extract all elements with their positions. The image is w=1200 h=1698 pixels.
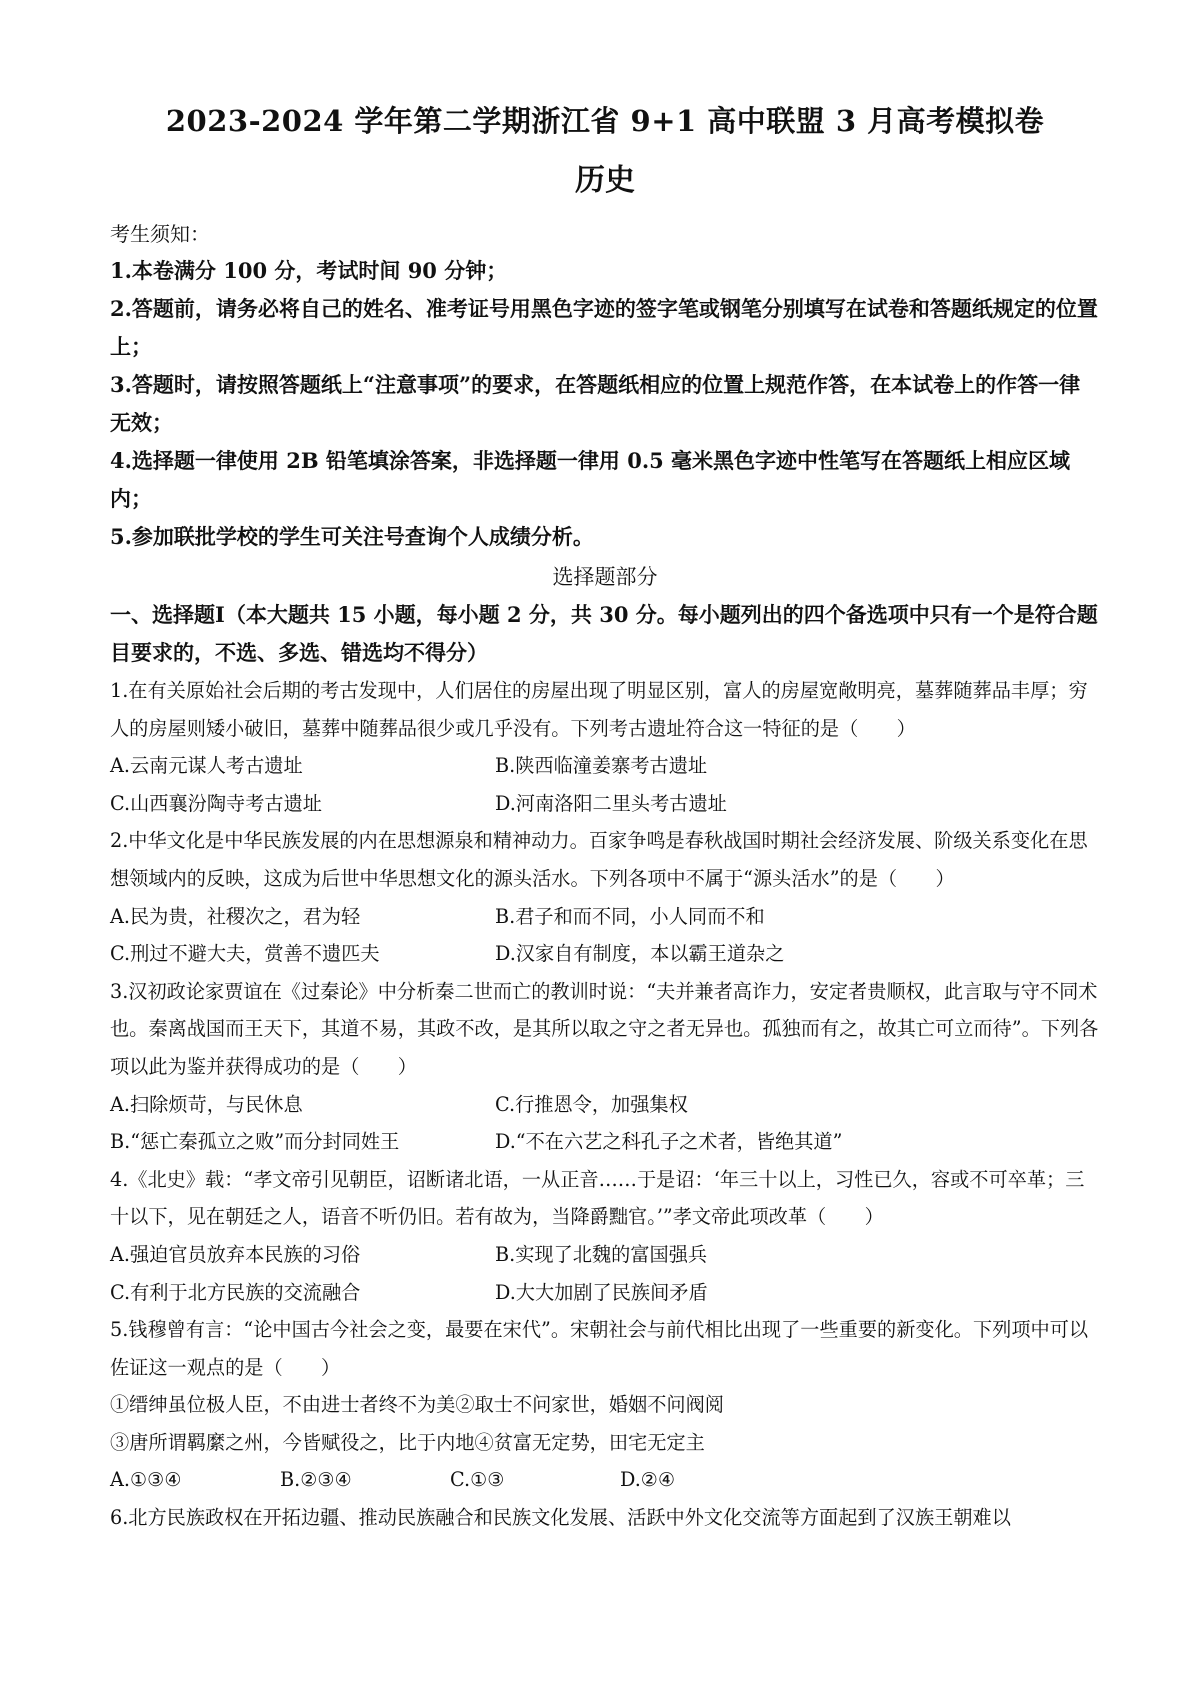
exam-title: 2023-2024 学年第二学期浙江省 9+1 高中联盟 3 月高考模拟卷: [165, 104, 1045, 138]
option-d: D.大大加剧了民族间矛盾: [495, 1280, 708, 1304]
question-options: [110, 785, 1100, 823]
question-options: [110, 898, 1100, 936]
notice-heading: 考生须知：: [110, 222, 210, 246]
section-heading: 一、选择题Ⅰ（本大题共 15 小题，每小题 2 分，共 30 分。每小题列出的四个备选项中只有一个是符合题目要求的，不选、多选、错选均不得分）: [110, 602, 1098, 665]
option-a: A.云南元谋人考古遗址: [110, 754, 303, 778]
question-options: [110, 935, 1100, 973]
option-d: D.②④: [620, 1468, 676, 1492]
option-b: B.实现了北魏的富国强兵: [495, 1242, 708, 1266]
option-c: C.山西襄汾陶寺考古遗址: [110, 791, 322, 815]
notice-item: 4.选择题一律使用 2B 铅笔填涂答案，非选择题一律用 0.5 毫米黑色字迹中性笔写在答题纸上相应区域内；: [110, 448, 1071, 511]
part-title: 选择题部分: [552, 565, 658, 589]
option-d: D.汉家自有制度，本以霸王道杂之: [495, 942, 785, 966]
question-stem: 5.钱穆曾有言：“论中国古今社会之变，最要在宋代”。宋朝社会与前代相比出现了一些重要的新变化。下列项中可以佐证这一观点的是（ ）: [110, 1318, 1089, 1379]
question-options: [110, 1086, 1100, 1124]
exam-notice: [110, 216, 1100, 556]
question-stem: 2.中华文化是中华民族发展的内在思想源泉和精神动力。百家争鸣是春秋战国时期社会经济发展、阶级关系变化在思想领域内的反映，这成为后世中华思想文化的源头活水。下列各项中不属于“源头活水”的是（ ）: [110, 829, 1088, 890]
question-options: [110, 1274, 1100, 1312]
notice-item: 1.本卷满分 100 分，考试时间 90 分钟；: [110, 258, 508, 283]
option-d: D.河南洛阳二里头考古遗址: [495, 791, 727, 815]
question-statement: ③唐所谓羁縻之州，今皆赋役之，比于内地④贫富无定势，田宅无定主: [110, 1430, 705, 1454]
question-options: [110, 1123, 1100, 1161]
option-c: C.①③: [450, 1468, 505, 1492]
question-options: [110, 1236, 1100, 1274]
option-c: C.有利于北方民族的交流融合: [110, 1280, 361, 1304]
option-a: A.扫除烦苛，与民休息: [110, 1092, 303, 1116]
option-b: B.“惩亡秦孤立之败”而分封同姓王: [110, 1130, 400, 1154]
exam-subject: 历史: [575, 163, 635, 198]
question-stem: 6.北方民族政权在开拓边疆、推动民族融合和民族文化发展、活跃中外文化交流等方面起到了汉族王朝难以: [110, 1506, 1011, 1530]
question-stem: 4.《北史》载：“孝文帝引见朝臣，诏断诸北语，一从正音……于是诏：‘年三十以上，习性已久，容或不可卒革；三十以下，见在朝廷之人，语音不听仍旧。若有故为，当降爵黜官。’”孝文帝此项改革（ ）: [110, 1167, 1085, 1229]
question-stem: 1.在有关原始社会后期的考古发现中，人们居住的房屋出现了明显区别，富人的房屋宽敞明亮，墓葬随葬品丰厚；穷人的房屋则矮小破旧，墓葬中随葬品很少或几乎没有。下列考古遗址符合这一特征的是（ ）: [110, 679, 1088, 740]
notice-item: 5.参加联批学校的学生可关注号查询个人成绩分析。: [110, 524, 594, 549]
option-a: A.民为贵，社稷次之，君为轻: [110, 904, 361, 928]
option-d: D.“不在六艺之科孔子之术者，皆绝其道”: [495, 1130, 843, 1154]
option-c: C.刑过不避大夫，赏善不遗匹夫: [110, 942, 380, 966]
option-b: B.君子和而不同，小人同而不和: [495, 904, 765, 928]
question-options: [110, 747, 1100, 785]
notice-item: 3.答题时，请按照答题纸上“注意事项”的要求，在答题纸相应的位置上规范作答，在本试卷上的作答一律无效；: [110, 372, 1081, 435]
question-stem: 3.汉初政论家贾谊在《过秦论》中分析秦二世而亡的教训时说：“夫并兼者高诈力，安定者贵顺权，此言取与守不同术也。秦离战国而王天下，其道不易，其政不改，是其所以取之守之者无异也。孤独而有之，故其亡可立而待”。下列各项以此为鉴并获得成功的是（ ）: [110, 979, 1099, 1078]
option-a: A.强迫官员放弃本民族的习俗: [110, 1242, 361, 1266]
question-options: [110, 1461, 1100, 1499]
question-statement: ①缙绅虽位极人臣，不由进士者终不为美②取士不问家世，婚姻不问阀阅: [110, 1393, 724, 1417]
notice-item: 2.答题前，请务必将自己的姓名、准考证号用黑色字迹的签字笔或钢笔分别填写在试卷和答题纸规定的位置上；: [110, 296, 1098, 359]
option-a: A.①③④: [110, 1468, 182, 1492]
option-c: C.行推恩令，加强集权: [495, 1092, 688, 1116]
option-b: B.陕西临潼姜寨考古遗址: [495, 754, 708, 778]
option-b: B.②③④: [280, 1468, 352, 1492]
